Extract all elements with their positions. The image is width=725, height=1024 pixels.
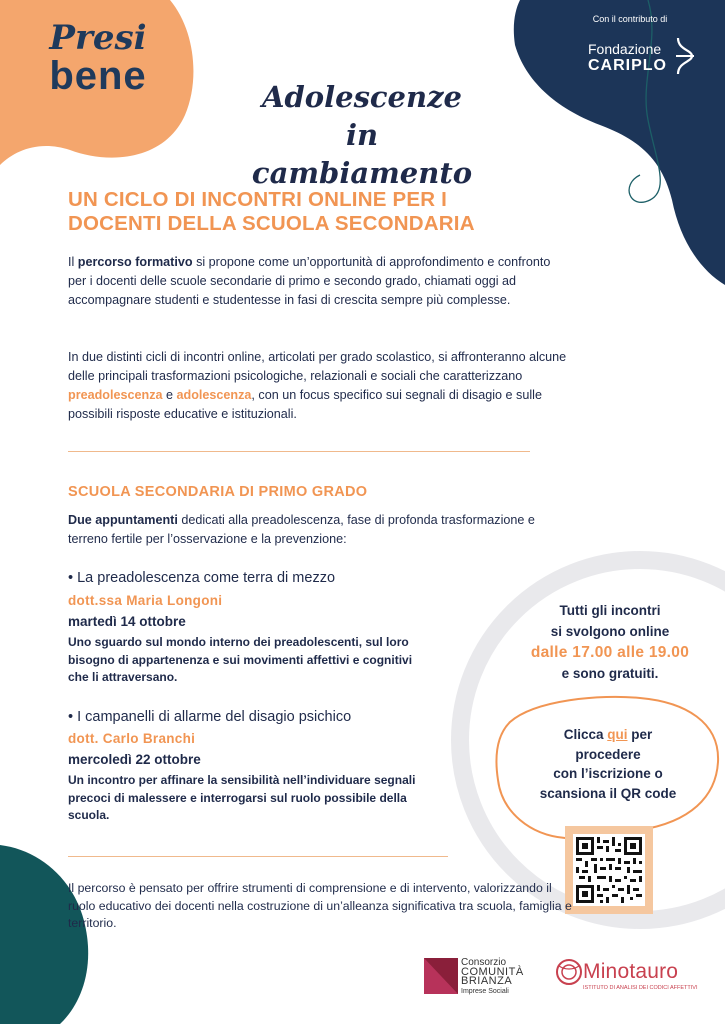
info-line-2: si svolgono online (550, 624, 670, 639)
info-line-1: Tutti gli incontri (559, 603, 661, 618)
sponsor-name-line-1: Fondazione (588, 41, 662, 57)
intro-p2-a: In due distinti cicli di incontri online, articolati per grado scolastico, si affronteranno alcune delle principali trasformazioni psicologiche, relazionali e sociali che caratterizzano (68, 350, 567, 383)
signup-post: per (627, 727, 653, 742)
minotauro-logo-text: Minotauro (583, 960, 679, 983)
intro-p2-highlight-1: preadolescenza (68, 388, 163, 402)
consorzio-line-3: BRIANZA (461, 975, 513, 987)
intro-p2-highlight-2: adolescenza (176, 388, 252, 402)
consorzio-line-2: COMUNITÀ (461, 965, 524, 978)
section-title: SCUOLA SECONDARIA DI PRIMO GRADO (68, 484, 368, 500)
title-line-2: in cambiamento (251, 118, 473, 190)
headline (68, 188, 628, 236)
intro-p1-bold: percorso formativo (77, 255, 193, 269)
signup-line-2: procedere (575, 746, 641, 762)
presi-bene-logo (38, 20, 158, 96)
divider-1 (68, 451, 530, 452)
event-2-date: mercoledì 22 ottobre (68, 752, 201, 767)
closing-text: Il percorso è pensato per offrire strumenti di comprensione e di intervento, valorizzando il ruolo educativo dei docenti nella costruzione di un’alleanza significativa tra scuola, famiglia e territorio. (68, 881, 572, 930)
info-time: dalle 17.00 alle 19.00 (530, 644, 690, 661)
consorzio-logo-icon (424, 958, 458, 994)
headline-line-1: UN CICLO DI INCONTRI ONLINE PER I (68, 188, 448, 211)
cariplo-logo-icon (672, 36, 698, 76)
signup-link[interactable]: qui (607, 727, 628, 742)
event-1-date: martedì 14 ottobre (68, 614, 186, 629)
logo-line-2: bene (49, 54, 147, 98)
info-block (505, 600, 715, 684)
page-title (232, 78, 492, 192)
minotauro-logo-icon (555, 958, 583, 986)
intro-paragraph-1 (68, 253, 568, 310)
signup-pre: Clicca (563, 727, 608, 742)
signup-line-3: con l’iscrizione o (553, 766, 663, 781)
signup-line-4: scansiona il QR code (539, 785, 677, 801)
consorzio-logo-text (461, 958, 524, 996)
sponsor-label: Con il contributo di (592, 14, 668, 24)
event-2-title: • I campanelli di allarme del disagio psichico (68, 709, 352, 725)
event-1-description: Uno sguardo sul mondo interno dei preadolescenti, sul loro bisogno di appartenenza e sui movimenti affettivi e cognitivi che li attraversano. (68, 635, 413, 684)
event-1-title: • La preadolescenza come terra di mezzo (68, 570, 336, 586)
section-intro-bold: Due appuntamenti (68, 513, 178, 527)
intro-p1-pre: Il (68, 255, 78, 269)
info-line-3: e sono gratuiti. (561, 666, 659, 681)
section-intro-rest: dedicati alla preadolescenza, fase di profonda trasformazione e terreno fertile per l’osservazione e la prevenzione: (68, 513, 535, 546)
headline-line-2: DOCENTI DELLA SCUOLA SECONDARIA (68, 212, 475, 235)
divider-2 (68, 856, 448, 857)
closing-paragraph (68, 880, 573, 933)
section-intro (68, 511, 568, 549)
intro-p2-c: , con un focus specifico sui segnali di disagio e sulle possibili risposte educative e istituzionali. (68, 388, 542, 421)
sponsor-name-line-2: CARIPLO (588, 57, 667, 74)
event-1-speaker: dott.ssa Maria Longoni (68, 593, 223, 608)
consorzio-line-4: Imprese Sociali (461, 987, 509, 995)
intro-p1-rest: si propone come un’opportunità di approfondimento e confronto per i docenti delle scuole secondarie di primo e secondo grado, chiamati oggi ad accompagnare studenti e studentesse in fasi di crescita sempre più complesse. (68, 255, 551, 307)
title-line-1: Adolescenze (261, 80, 463, 114)
event-2-speaker: dott. Carlo Branchi (68, 731, 196, 746)
consorzio-line-1: Consorzio (461, 957, 507, 968)
logo-line-1: Presi (49, 18, 147, 58)
qr-code[interactable] (573, 834, 645, 906)
teal-blob-shape (0, 845, 88, 1024)
event-2-description: Un incontro per affinare la sensibilità nell’individuare segnali precoci di malessere e interrogarsi sul ruolo possibile della scuola. (68, 773, 416, 822)
minotauro-tagline: ISTITUTO DI ANALISI DEI CODICI AFFETTIVI (583, 985, 698, 991)
signup-block (508, 725, 708, 803)
intro-paragraph-2 (68, 348, 573, 424)
intro-p2-b: e (162, 388, 177, 402)
